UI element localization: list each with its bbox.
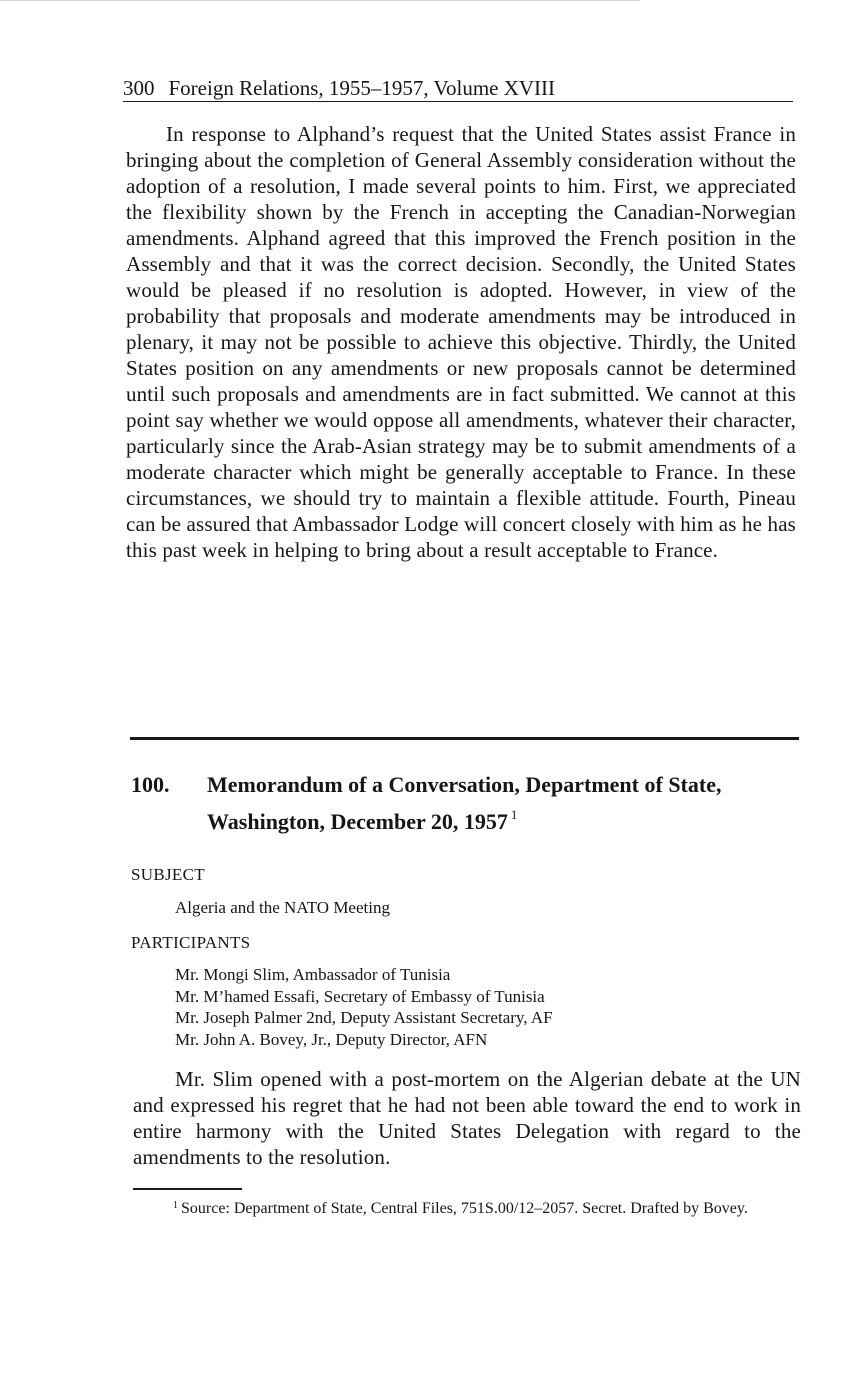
- subject-value: Algeria and the NATO Meeting: [175, 898, 390, 917]
- footnote-rule: [133, 1188, 242, 1190]
- participant-item: Mr. M’hamed Essafi, Secretary of Embassy of Tunisia: [175, 986, 545, 1006]
- footnote-marker: 1: [173, 1200, 178, 1211]
- running-title: Foreign Relations, 1955–1957, Volume XVIII: [168, 76, 556, 100]
- running-header: [123, 76, 793, 102]
- footnote: [133, 1195, 803, 1220]
- footnote-text: Source: Department of State, Central Files, 751S.00/12–2057. Secret. Drafted by Bovey.: [181, 1200, 748, 1217]
- section-divider: [130, 737, 799, 740]
- page-top-edge: [0, 0, 640, 1]
- participant-item: Mr. Mongi Slim, Ambassador of Tunisia: [175, 965, 451, 984]
- document-title: Memorandum of a Conversation, Department of State, Washington, December 20, 1957: [207, 772, 722, 834]
- participants-label: PARTICIPANTS: [131, 933, 251, 952]
- page-number: 300: [123, 76, 155, 100]
- participant-item: Mr. Joseph Palmer 2nd, Deputy Assistant Secretary, AF: [175, 1008, 553, 1027]
- participant-item: Mr. John A. Bovey, Jr., Deputy Director, AFN: [175, 1029, 488, 1049]
- body-paragraph-2: Mr. Slim opened with a post-mortem on the Algerian debate at the UN and expressed his regret that he had not been able toward the end to work in entire harmony with the United States Delegation with regard to the amendments to the resolution.: [133, 1067, 801, 1169]
- body-paragraph-1: In response to Alphand’s request that the United States assist France in bringing about the completion of General Assembly consideration without the adoption of a resolution, I made several points to him. First, we appreciated the flexibility shown by the French in accepting the Canadian-Norwegian amendments. Alphand agreed that this improved the French position in the Assembly and that it was the correct decision. Secondly, the United States would be pleased if no resolution is adopted. However, in view of the probability that proposals and moderate amendments may be introduced in plenary, it may not be possible to achieve this objective. Thirdly, the United States position on any amendments or new proposals cannot be determined until such proposals and amendments are in fact submitted. We cannot at this point say whether we would oppose all amendments, whatever their character, particularly since the Arab-Asian strategy may be to submit amendments of a moderate character which might be generally acceptable to France. In these circumstances, we should try to maintain a flexible attitude. Fourth, Pineau can be assured that Ambassador Lodge will concert closely with him as he has this past week in helping to bring about a result acceptable to France.: [126, 122, 796, 562]
- subject-label: SUBJECT: [131, 865, 205, 884]
- document-number: 100.: [131, 772, 170, 797]
- document-title-block: [207, 770, 797, 837]
- footnote-reference: 1: [510, 807, 518, 822]
- participants-list: [175, 964, 553, 1050]
